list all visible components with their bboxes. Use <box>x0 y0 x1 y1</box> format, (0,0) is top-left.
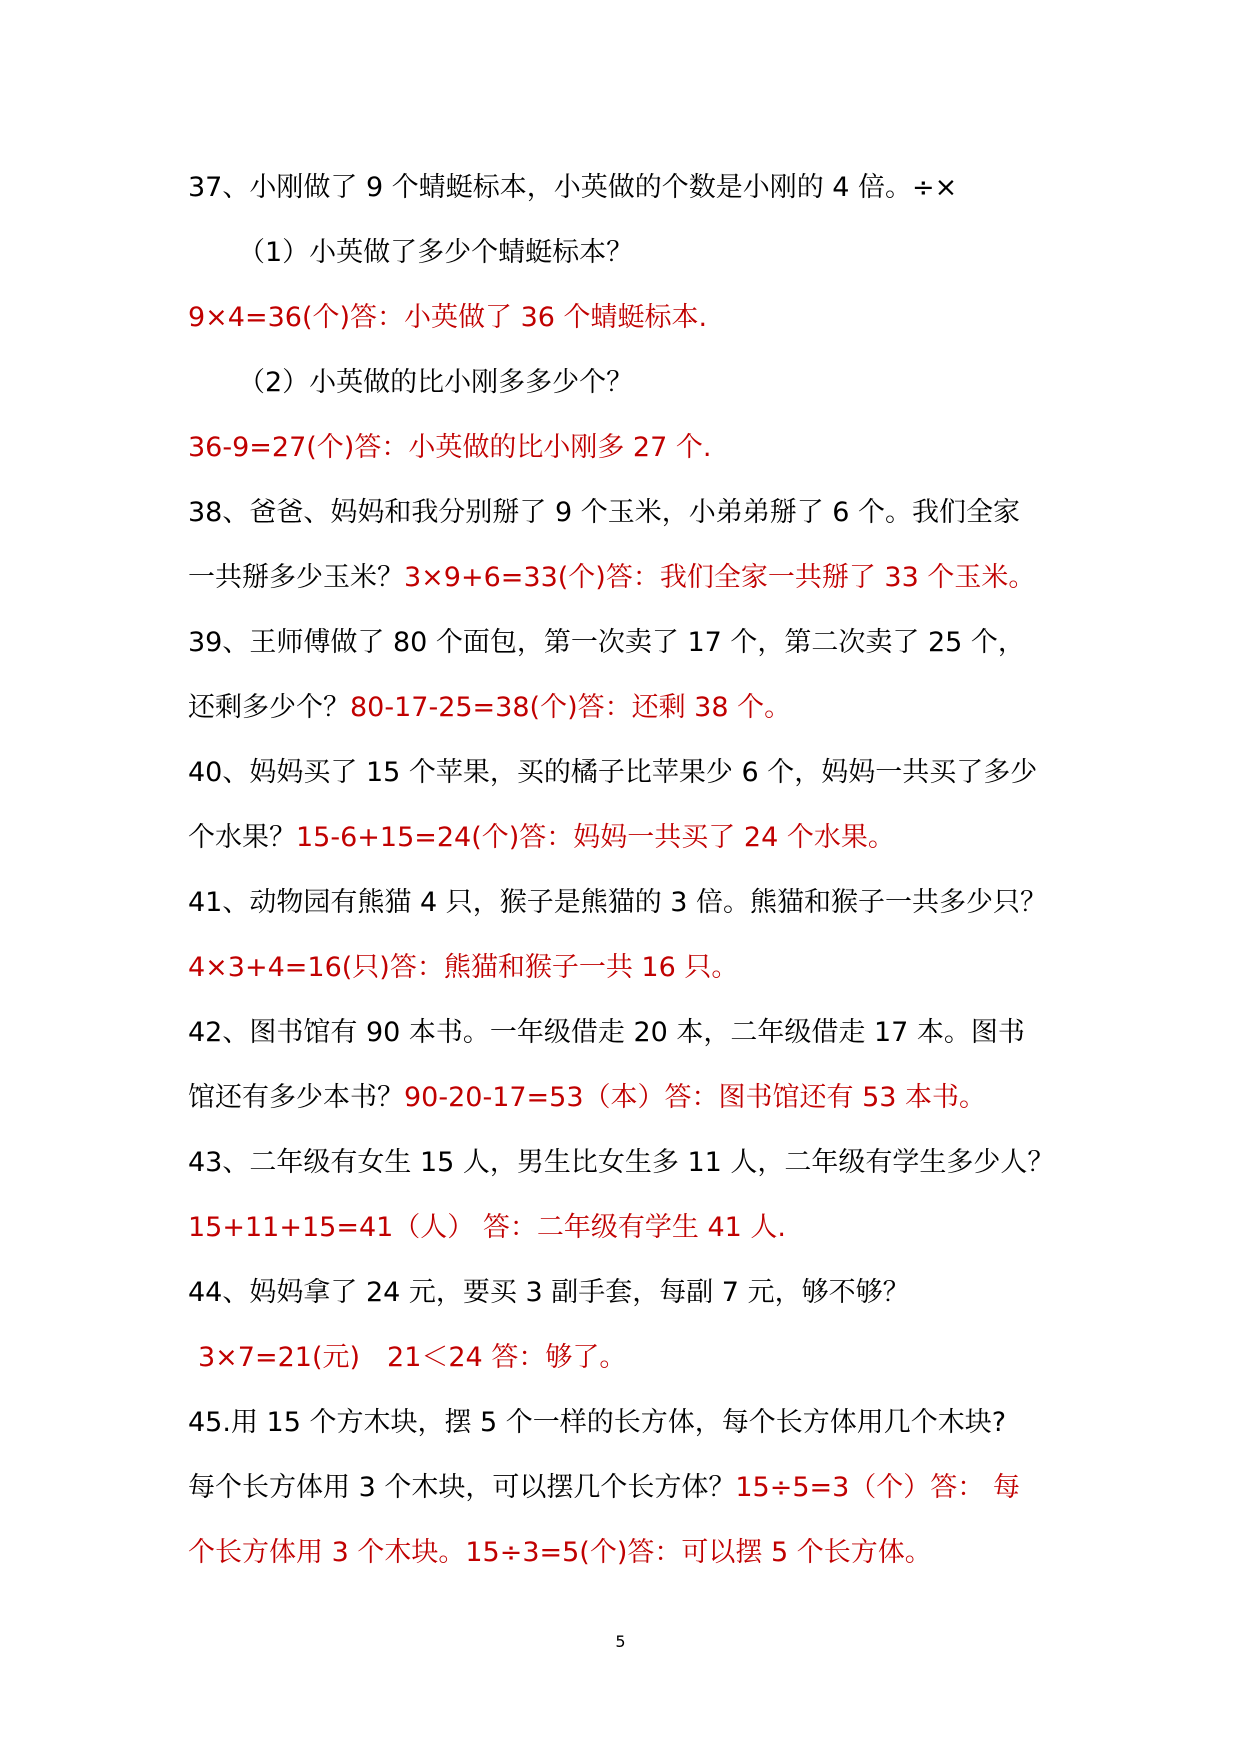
q39-text: 39、王师傅做了 80 个面包，第一次卖了 17 个，第二次卖了 25 个， <box>188 627 1025 658</box>
q45-text-cont: 每个长方体用 3 个木块，可以摆几个长方体？ <box>188 1472 736 1503</box>
q43-answer: 15+11+15=41（人） 答：二年级有学生 41 人. <box>188 1212 786 1243</box>
q41-answer-line <box>188 935 1068 1000</box>
q37-sub2-answer-text: 36-9=27(个)答：小英做的比小刚多 27 个. <box>188 432 712 463</box>
q37-sub1 <box>188 220 1068 285</box>
q41-answer: 4×3+4=16(只)答：熊猫和猴子一共 16 只。 <box>188 952 739 983</box>
q43-question <box>188 1130 1068 1195</box>
q45-question-cont <box>188 1455 1068 1520</box>
q38-answer: 3×9+6=33(个)答：我们全家一共掰了 33 个玉米。 <box>404 562 1036 593</box>
q40-question <box>188 740 1068 805</box>
page-number: 5 <box>615 1632 626 1651</box>
q37-sub1-answer <box>188 285 1068 350</box>
q37-text: 37、小刚做了 9 个蜻蜓标本，小英做的个数是小刚的 4 倍。÷× <box>188 172 958 203</box>
q42-text: 42、图书馆有 90 本书。一年级借走 20 本，二年级借走 17 本。图书 <box>188 1017 1025 1048</box>
q41-question <box>188 870 1068 935</box>
q42-text-cont: 馆还有多少本书？ <box>188 1082 404 1113</box>
q39-question-cont <box>188 675 1068 740</box>
q40-text: 40、妈妈买了 15 个苹果，买的橘子比苹果少 6 个，妈妈一共买了多少 <box>188 757 1038 788</box>
q44-answer-line <box>188 1325 1068 1390</box>
q41-text: 41、动物园有熊猫 4 只，猴子是熊猫的 3 倍。熊猫和猴子一共多少只？ <box>188 887 1048 918</box>
q43-text: 43、二年级有女生 15 人，男生比女生多 11 人，二年级有学生多少人？ <box>188 1147 1055 1178</box>
q45-answer-part1: 15÷5=3（个）答： 每 <box>735 1472 1020 1503</box>
q44-text: 44、妈妈拿了 24 元，要买 3 副手套，每副 7 元，够不够？ <box>188 1277 910 1308</box>
q42-question-cont <box>188 1065 1068 1130</box>
q45-answer-line <box>188 1520 1068 1585</box>
q43-answer-line <box>188 1195 1068 1260</box>
q45-answer-part2: 个长方体用 3 个木块。15÷3=5(个)答：可以摆 5 个长方体。 <box>188 1537 932 1568</box>
q39-text-cont: 还剩多少个？ <box>188 692 350 723</box>
q44-question <box>188 1260 1068 1325</box>
q42-answer: 90-20-17=53（本）答：图书馆还有 53 本书。 <box>404 1082 987 1113</box>
q39-answer: 80-17-25=38(个)答：还剩 38 个。 <box>350 692 792 723</box>
q37-sub2-text: （2）小英做的比小刚多多少个？ <box>238 367 634 398</box>
q37-question <box>188 155 1068 220</box>
q40-text-cont: 个水果？ <box>188 822 296 853</box>
q45-question <box>188 1390 1068 1455</box>
q38-text: 38、爸爸、妈妈和我分别掰了 9 个玉米，小弟弟掰了 6 个。我们全家 <box>188 497 1021 528</box>
q42-question <box>188 1000 1068 1065</box>
q37-sub2-answer <box>188 415 1068 480</box>
q38-question <box>188 480 1068 545</box>
q37-sub1-text: （1）小英做了多少个蜻蜓标本？ <box>238 237 634 268</box>
q37-sub2 <box>188 350 1068 415</box>
q44-answer: 3×7=21(元) 21＜24 答：够了。 <box>198 1342 627 1373</box>
q38-text-cont: 一共掰多少玉米？ <box>188 562 404 593</box>
q40-question-cont <box>188 805 1068 870</box>
q39-question <box>188 610 1068 675</box>
q40-answer: 15-6+15=24(个)答：妈妈一共买了 24 个水果。 <box>296 822 895 853</box>
q38-question-cont <box>188 545 1068 610</box>
document-body <box>188 155 1068 1585</box>
q45-text: 45.用 15 个方木块，摆 5 个一样的长方体，每个长方体用几个木块? <box>188 1407 1007 1438</box>
q37-sub1-answer-text: 9×4=36(个)答：小英做了 36 个蜻蜓标本. <box>188 302 708 333</box>
